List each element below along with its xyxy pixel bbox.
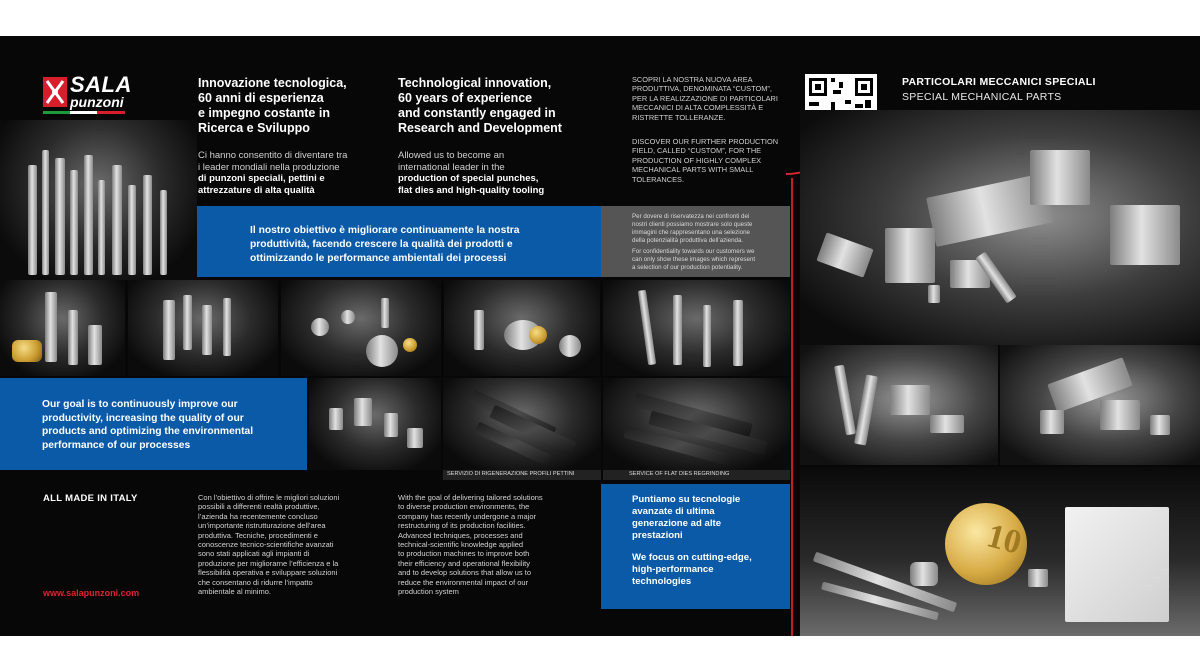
special-parts-title-it: PARTICOLARI MECCANICI SPECIALI xyxy=(902,76,1096,88)
objective-box-it: Il nostro obiettivo è migliorare continuamente la nostra produttività, facendo crescere la qualità dei prodotti e ottimizzando le performance ambientali dei processi xyxy=(197,206,601,277)
intro-body-en: Allowed us to become an international leader in the production of special punches, flat dies and high-quality tooling xyxy=(398,150,545,196)
flat-dies-photo-2 xyxy=(603,378,790,470)
product-photo-1 xyxy=(0,280,125,376)
intro-title-en: Technological innovation, 60 years of experience and constantly engaged in Research and Development xyxy=(398,76,562,135)
product-photo-6 xyxy=(309,378,441,470)
made-in-italy: ALL MADE IN ITALY xyxy=(43,493,138,504)
flat-dies-photo-1 xyxy=(443,378,601,470)
euro-coin: 10 xyxy=(945,503,1027,585)
special-parts-title-en: SPECIAL MECHANICAL PARTS xyxy=(902,91,1062,103)
special-parts-photo-2 xyxy=(800,345,998,465)
confidentiality-box: Per dovere di riservatezza nei confronti dei nostri clienti possiamo mostrare solo queste immagini che rappresentano una selezione della potenzialità produttiva dell’azienda. For confidentiality towards our customers we can only show these images which represent a selection of our production potentiality. xyxy=(601,206,790,277)
custom-area-en: DISCOVER OUR FURTHER PRODUCTION FIELD, CALLED “CUSTOM”, FOR THE PRODUCTION OF HIGHLY COMPLEX MECHANICAL PARTS WITH SMALL TOLERANCES. xyxy=(632,137,779,184)
red-divider xyxy=(791,178,793,636)
italian-flag-bar xyxy=(43,111,125,114)
footer-body-it: Con l’obiettivo di offrire le migliori soluzioni possibili a differenti realtà produttive, l’azienda ha recentemente concluso un’importante ristrutturazione dell’area produttiva. Tecniche, procedimenti e conoscenze tecnico-scientifiche avanzati sono stati applicati agli impianti di produzione per migliorarne l’efficienza e la flessibilità operativa e sviluppare soluzioni che consentano di ridurre l’impatto ambientale al minimo. xyxy=(198,493,340,597)
product-photo-4 xyxy=(444,280,600,376)
sala-logo-mark xyxy=(43,77,67,107)
punches-photo xyxy=(0,120,197,280)
custom-area-it: SCOPRI LA NOSTRA NUOVA AREA PRODUTTIVA, DENOMINATA “CUSTOM”, PER LA REALIZZAZIONE DI PARTICOLARI MECCANICI DI ALTA COMPLESSITÀ E RISTRETTE TOLLERANZE. xyxy=(632,75,778,122)
intro-title-it: Innovazione tecnologica, 60 anni di esperienza e impegno costante in Ricerca e Sviluppo xyxy=(198,76,347,135)
caption-regen-it: SERVIZIO DI RIGENERAZIONE PROFILI PETTINI xyxy=(443,470,601,480)
objective-box-en: Our goal is to continuously improve our productivity, increasing the quality of our products and optimizing the environmental performance of our processes xyxy=(0,378,307,470)
intro-body-it: Ci hanno consentito di diventare tra i leader mondiali nella produzione di punzoni speciali, pettini e attrezzature di alta qualità xyxy=(198,150,348,196)
caption-regen-en: SERVICE OF FLAT DIES REGRINDING xyxy=(603,470,790,480)
product-photo-2 xyxy=(128,280,278,376)
logo-text-sala: SALA xyxy=(70,72,132,97)
focus-box: Puntiamo su tecnologie avanzate di ultima generazione ad alte prestazioni We focus on cutting-edge, high-performance technologies xyxy=(601,484,790,609)
product-photo-5 xyxy=(603,280,790,376)
website-link[interactable]: www.salapunzoni.com xyxy=(43,588,140,598)
footer-body-en: With the goal of delivering tailored solutions to diverse production environments, the company has recently undergone a major restructuring of its production facilities. Advanced techniques, processes and technical-scientific knowledge applied to production machines to improve both their efficiency and operational flexibility and to develop solutions that allow us to reduce the environmental impact of our production system xyxy=(398,493,543,597)
special-parts-photo-3 xyxy=(1000,345,1200,465)
special-parts-photo xyxy=(800,110,1200,345)
logo-text-punzoni: punzoni xyxy=(70,94,124,110)
product-photo-3 xyxy=(281,280,441,376)
